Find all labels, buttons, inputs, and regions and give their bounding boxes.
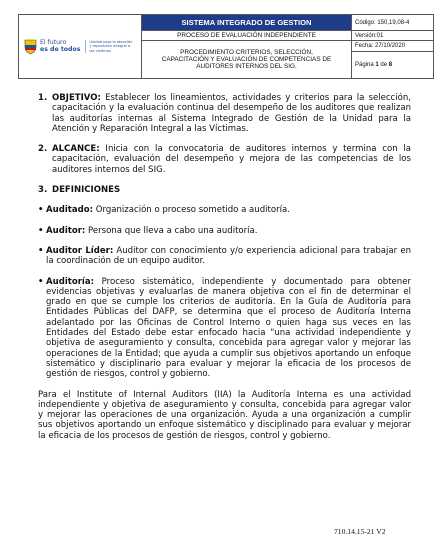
section-objetivo (38, 93, 411, 134)
definition-item (38, 226, 411, 236)
procedure-name (142, 41, 352, 79)
logo-line2: es de todos (40, 45, 81, 53)
section-number: 1. (38, 93, 48, 103)
page-number: 1 (375, 62, 379, 68)
section-number: 3. (38, 185, 48, 196)
section-text: Inicia con la convocatoria de auditores internos y termina con la capacitación, evaluación del desempeño y mejora de las competencias de los auditores internos del SIG. (52, 144, 411, 175)
section-text: Establecer los lineamientos, actividades y criterios para la selección, capacitación y la evaluación continua del desempeño de los auditores que realizan las auditorías internas al Sistema Integrado de Gestión de la Unidad para la Atención y Reparación Integral a las Víctimas. (52, 93, 411, 134)
logo-unit-name: Unidad para la atención y reparación integral a las víctimas (85, 40, 135, 52)
definition-term: Auditado: (46, 205, 94, 216)
page-prefix: Página (355, 62, 376, 68)
document-code: Código: 150,19,08-4 (352, 15, 434, 31)
iia-paragraph: Para el Institute of Internal Auditors (IIA) la Auditoría Interna es una actividad independiente y objetiva de aseguramiento y consulta, concebida para agregar valor y mejorar las operaciones de una organización. Ayuda a una organización a cumplir sus objetivos aportando un enfoque sistemático y disciplinado para evaluar y mejorar la eficacia de los procesos de gestión de riesgos, control y gobierno. (38, 389, 411, 441)
logo-wordmark (40, 40, 80, 53)
institution-logo (19, 39, 141, 55)
section-label: OBJETIVO: (52, 93, 101, 103)
definition-text: Persona que lleva a cabo una auditoría. (85, 225, 258, 236)
document-date: Fecha: 27/10/2020 (352, 41, 434, 52)
logo-line1: El futuro (40, 39, 67, 46)
definition-term: Auditor: (46, 225, 86, 236)
page-count (352, 52, 434, 79)
definition-text: Auditor con conocimiento y/o experiencia adicional para trabajar en la coordinación de un equipo auditor. (46, 245, 411, 267)
bullet-marker: • (38, 205, 44, 216)
definition-item (38, 246, 411, 267)
page-mid: de (378, 62, 389, 68)
bullet-marker: • (38, 245, 44, 256)
section-label: DEFINICIONES (52, 185, 121, 196)
definition-term: Auditor Líder: (46, 245, 114, 256)
definition-text: Organización o proceso sometido a auditoría. (93, 205, 290, 216)
definition-item (38, 277, 411, 380)
document-header-table (18, 14, 434, 79)
definition-text: Proceso sistemático, independiente y documentado para obtener evidencias objetivas y evaluarlas de manera objetiva con el fin de determinar el grado en que se cumple los criterios de auditoría. En la Guía de Auditoría para Entidades Públicas del DAFP, se determina que el proceso de Auditoría Interna adelantado por las Oficinas de Control Interno o quien haga sus veces en las Entidades del Estado debe estar enfocado hacia "una actividad independiente y objetiva de aseguramiento y consulta, concebida para agregar valor y mejorar las operaciones de la Entidad; que ayuda a cumplir sus objetivos aportando un enfoque sistemático y disciplinario para evaluar y mejorar la eficacia de los procesos de gestión de riesgos, control y gobierno. (46, 276, 411, 380)
definition-item (38, 205, 411, 215)
footer-code: 710.14.15-21 V2 (334, 527, 386, 536)
procedure-line: PROCEDIMIENTO CRITERIOS, SELECCIÓN, (180, 48, 313, 56)
logo-cell (19, 15, 142, 79)
colombia-shield-icon (24, 39, 37, 55)
document-body (38, 93, 411, 441)
definition-term: Auditoría: (46, 276, 95, 287)
section-alcance (38, 144, 411, 175)
document-version: Versión:01 (352, 31, 434, 41)
bullet-marker: • (38, 276, 44, 287)
process-name: PROCESO DE EVALUACIÓN INDEPENDIENTE (142, 31, 352, 41)
section-label: ALCANCE: (52, 144, 100, 155)
section-definiciones (38, 185, 411, 195)
procedure-line: AUDITORES INTERNOS DEL SIG. (196, 63, 297, 71)
bullet-marker: • (38, 225, 44, 236)
system-title: SISTEMA INTEGRADO DE GESTION (142, 15, 352, 31)
page-total: 8 (388, 62, 393, 68)
section-number: 2. (38, 144, 48, 155)
procedure-line: CAPACITACIÓN Y EVALUACIÓN DE COMPETENCIAS DE (161, 55, 332, 63)
